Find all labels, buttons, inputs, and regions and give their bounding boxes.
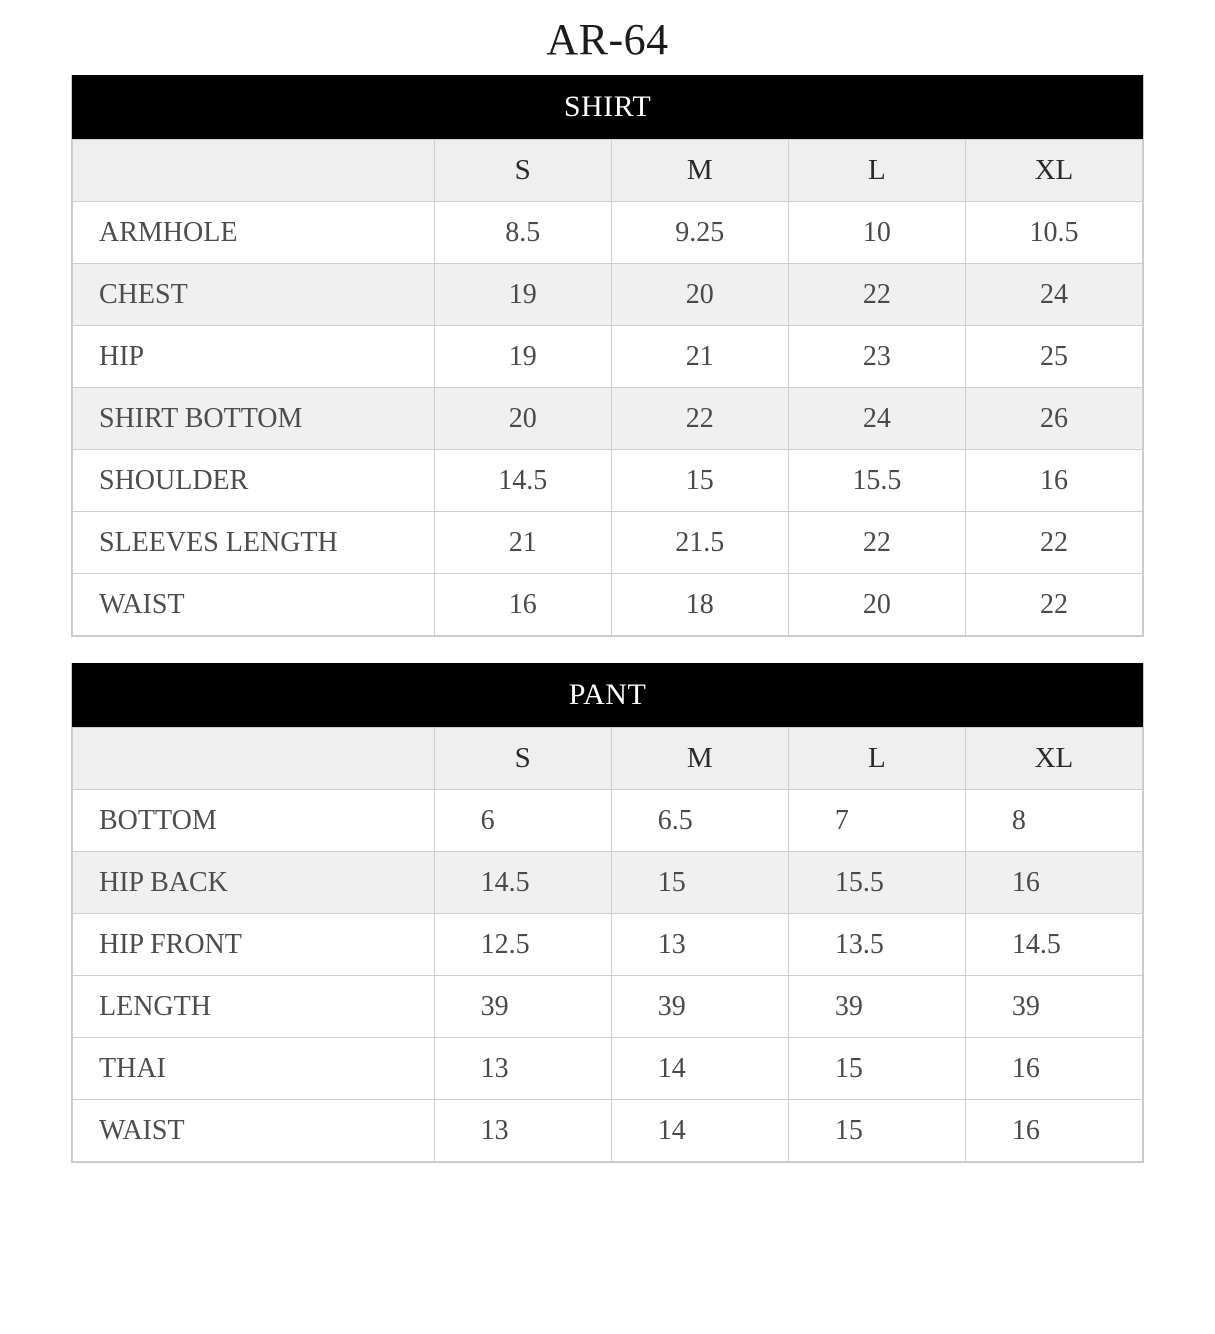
table-row bbox=[73, 1100, 1143, 1162]
cell-value: 16 bbox=[434, 574, 611, 636]
cell-value: 13.5 bbox=[788, 914, 965, 976]
cell-value: 25 bbox=[965, 326, 1142, 388]
cell-value: 20 bbox=[788, 574, 965, 636]
column-header-blank bbox=[73, 140, 435, 202]
row-label: SHIRT BOTTOM bbox=[73, 388, 435, 450]
pant-section-header: PANT bbox=[72, 663, 1143, 727]
cell-value: 13 bbox=[434, 1100, 611, 1162]
cell-value: 10 bbox=[788, 202, 965, 264]
cell-value: 12.5 bbox=[434, 914, 611, 976]
column-header-xl: XL bbox=[965, 728, 1142, 790]
table-row bbox=[73, 512, 1143, 574]
row-label: BOTTOM bbox=[73, 790, 435, 852]
cell-value: 8.5 bbox=[434, 202, 611, 264]
row-label: LENGTH bbox=[73, 976, 435, 1038]
table-row bbox=[73, 1038, 1143, 1100]
cell-value: 22 bbox=[788, 512, 965, 574]
shirt-size-table-block bbox=[71, 75, 1144, 637]
table-row bbox=[73, 790, 1143, 852]
column-header-l: L bbox=[788, 728, 965, 790]
row-label: WAIST bbox=[73, 1100, 435, 1162]
cell-value: 39 bbox=[611, 976, 788, 1038]
cell-value: 15.5 bbox=[788, 450, 965, 512]
column-header-s: S bbox=[434, 140, 611, 202]
cell-value: 21 bbox=[611, 326, 788, 388]
cell-value: 14.5 bbox=[434, 450, 611, 512]
cell-value: 14 bbox=[611, 1100, 788, 1162]
cell-value: 22 bbox=[965, 574, 1142, 636]
cell-value: 15 bbox=[611, 450, 788, 512]
cell-value: 21.5 bbox=[611, 512, 788, 574]
table-row bbox=[73, 914, 1143, 976]
row-label: SHOULDER bbox=[73, 450, 435, 512]
cell-value: 24 bbox=[788, 388, 965, 450]
table-header-row bbox=[73, 728, 1143, 790]
cell-value: 9.25 bbox=[611, 202, 788, 264]
table-header-row bbox=[73, 140, 1143, 202]
row-label: CHEST bbox=[73, 264, 435, 326]
cell-value: 39 bbox=[965, 976, 1142, 1038]
column-header-s: S bbox=[434, 728, 611, 790]
cell-value: 10.5 bbox=[965, 202, 1142, 264]
table-row bbox=[73, 976, 1143, 1038]
cell-value: 16 bbox=[965, 450, 1142, 512]
cell-value: 22 bbox=[611, 388, 788, 450]
table-row bbox=[73, 202, 1143, 264]
cell-value: 7 bbox=[788, 790, 965, 852]
cell-value: 16 bbox=[965, 1038, 1142, 1100]
table-row bbox=[73, 326, 1143, 388]
column-header-m: M bbox=[611, 140, 788, 202]
shirt-size-table bbox=[72, 139, 1143, 636]
cell-value: 21 bbox=[434, 512, 611, 574]
shirt-section-header: SHIRT bbox=[72, 75, 1143, 139]
cell-value: 20 bbox=[434, 388, 611, 450]
cell-value: 22 bbox=[965, 512, 1142, 574]
column-header-m: M bbox=[611, 728, 788, 790]
column-header-blank bbox=[73, 728, 435, 790]
cell-value: 18 bbox=[611, 574, 788, 636]
cell-value: 39 bbox=[788, 976, 965, 1038]
row-label: HIP BACK bbox=[73, 852, 435, 914]
pant-size-table-block bbox=[71, 663, 1144, 1163]
cell-value: 20 bbox=[611, 264, 788, 326]
cell-value: 13 bbox=[434, 1038, 611, 1100]
cell-value: 19 bbox=[434, 326, 611, 388]
row-label: HIP FRONT bbox=[73, 914, 435, 976]
table-row bbox=[73, 852, 1143, 914]
row-label: ARMHOLE bbox=[73, 202, 435, 264]
row-label: THAI bbox=[73, 1038, 435, 1100]
page-title: AR-64 bbox=[546, 15, 669, 64]
cell-value: 15 bbox=[611, 852, 788, 914]
row-label: SLEEVES LENGTH bbox=[73, 512, 435, 574]
cell-value: 8 bbox=[965, 790, 1142, 852]
cell-value: 24 bbox=[965, 264, 1142, 326]
pant-size-table bbox=[72, 727, 1143, 1162]
cell-value: 6 bbox=[434, 790, 611, 852]
cell-value: 16 bbox=[965, 852, 1142, 914]
row-label: HIP bbox=[73, 326, 435, 388]
cell-value: 15 bbox=[788, 1038, 965, 1100]
table-row bbox=[73, 574, 1143, 636]
cell-value: 16 bbox=[965, 1100, 1142, 1162]
cell-value: 26 bbox=[965, 388, 1142, 450]
cell-value: 39 bbox=[434, 976, 611, 1038]
cell-value: 14.5 bbox=[965, 914, 1142, 976]
cell-value: 22 bbox=[788, 264, 965, 326]
cell-value: 14.5 bbox=[434, 852, 611, 914]
table-row bbox=[73, 264, 1143, 326]
column-header-xl: XL bbox=[965, 140, 1142, 202]
cell-value: 15 bbox=[788, 1100, 965, 1162]
table-row bbox=[73, 388, 1143, 450]
column-header-l: L bbox=[788, 140, 965, 202]
cell-value: 13 bbox=[611, 914, 788, 976]
cell-value: 19 bbox=[434, 264, 611, 326]
row-label: WAIST bbox=[73, 574, 435, 636]
cell-value: 6.5 bbox=[611, 790, 788, 852]
cell-value: 15.5 bbox=[788, 852, 965, 914]
cell-value: 14 bbox=[611, 1038, 788, 1100]
cell-value: 23 bbox=[788, 326, 965, 388]
table-row bbox=[73, 450, 1143, 512]
